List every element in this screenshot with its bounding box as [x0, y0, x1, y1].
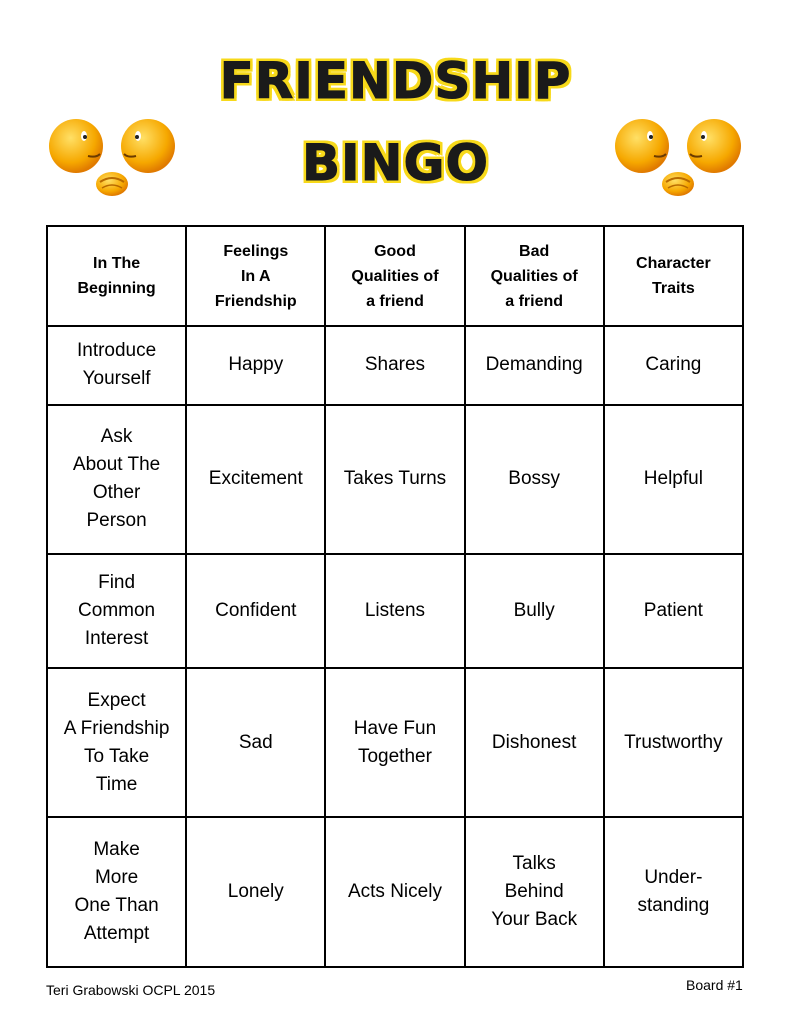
bingo-cell[interactable]: Patient: [604, 554, 743, 668]
bingo-cell[interactable]: Caring: [604, 326, 743, 405]
column-header: [47, 226, 186, 326]
bingo-row: [47, 405, 743, 554]
bingo-row: [47, 554, 743, 668]
bingo-cell[interactable]: Under- standing: [604, 817, 743, 967]
column-header-label: Feelings In A Friendship: [214, 242, 297, 310]
bingo-cell[interactable]: Trustworthy: [604, 668, 743, 817]
bingo-cell[interactable]: Have Fun Together: [325, 668, 464, 817]
column-header-label: Good Qualities of a friend: [351, 242, 439, 310]
bingo-cell[interactable]: Demanding: [465, 326, 604, 405]
bingo-cell[interactable]: Shares: [325, 326, 464, 405]
bingo-cell[interactable]: Dishonest: [465, 668, 604, 817]
bingo-cell[interactable]: Sad: [186, 668, 325, 817]
bingo-cell[interactable]: Takes Turns: [325, 405, 464, 554]
bingo-cell[interactable]: Bully: [465, 554, 604, 668]
bingo-cell[interactable]: Find Common Interest: [47, 554, 186, 668]
bingo-cell[interactable]: Make More One Than Attempt: [47, 817, 186, 967]
bingo-cell[interactable]: Expect A Friendship To Take Time: [47, 668, 186, 817]
bingo-cell[interactable]: Listens: [325, 554, 464, 668]
column-header: [604, 226, 743, 326]
bingo-cell[interactable]: Excitement: [186, 405, 325, 554]
bingo-card: [46, 225, 744, 968]
title-friendship: FRIENDSHIP: [219, 52, 572, 110]
column-header-label: Bad Qualities of a friend: [490, 242, 578, 310]
bingo-cell[interactable]: Confident: [186, 554, 325, 668]
bingo-cell[interactable]: Lonely: [186, 817, 325, 967]
bingo-row: [47, 817, 743, 967]
bingo-cell[interactable]: Talks Behind Your Back: [465, 817, 604, 967]
bingo-cell[interactable]: Ask About The Other Person: [47, 405, 186, 554]
bingo-row: [47, 668, 743, 817]
board-number: Board #1: [686, 977, 743, 993]
column-header: [465, 226, 604, 326]
column-header: [186, 226, 325, 326]
title-bingo: BINGO: [301, 134, 490, 192]
bingo-cell[interactable]: Acts Nicely: [325, 817, 464, 967]
bingo-cell[interactable]: Happy: [186, 326, 325, 405]
author-credit: Teri Grabowski OCPL 2015: [46, 982, 216, 998]
column-header-label: Character Traits: [636, 255, 711, 297]
handshake-emoji-icon: [48, 112, 178, 202]
bingo-row: [47, 326, 743, 405]
header-row: [47, 226, 743, 326]
column-header-label: In The Beginning: [77, 255, 156, 297]
handshake-emoji-icon: [614, 112, 744, 202]
bingo-cell[interactable]: Introduce Yourself: [47, 326, 186, 405]
column-header: [325, 226, 464, 326]
bingo-cell[interactable]: Helpful: [604, 405, 743, 554]
bingo-cell[interactable]: Bossy: [465, 405, 604, 554]
